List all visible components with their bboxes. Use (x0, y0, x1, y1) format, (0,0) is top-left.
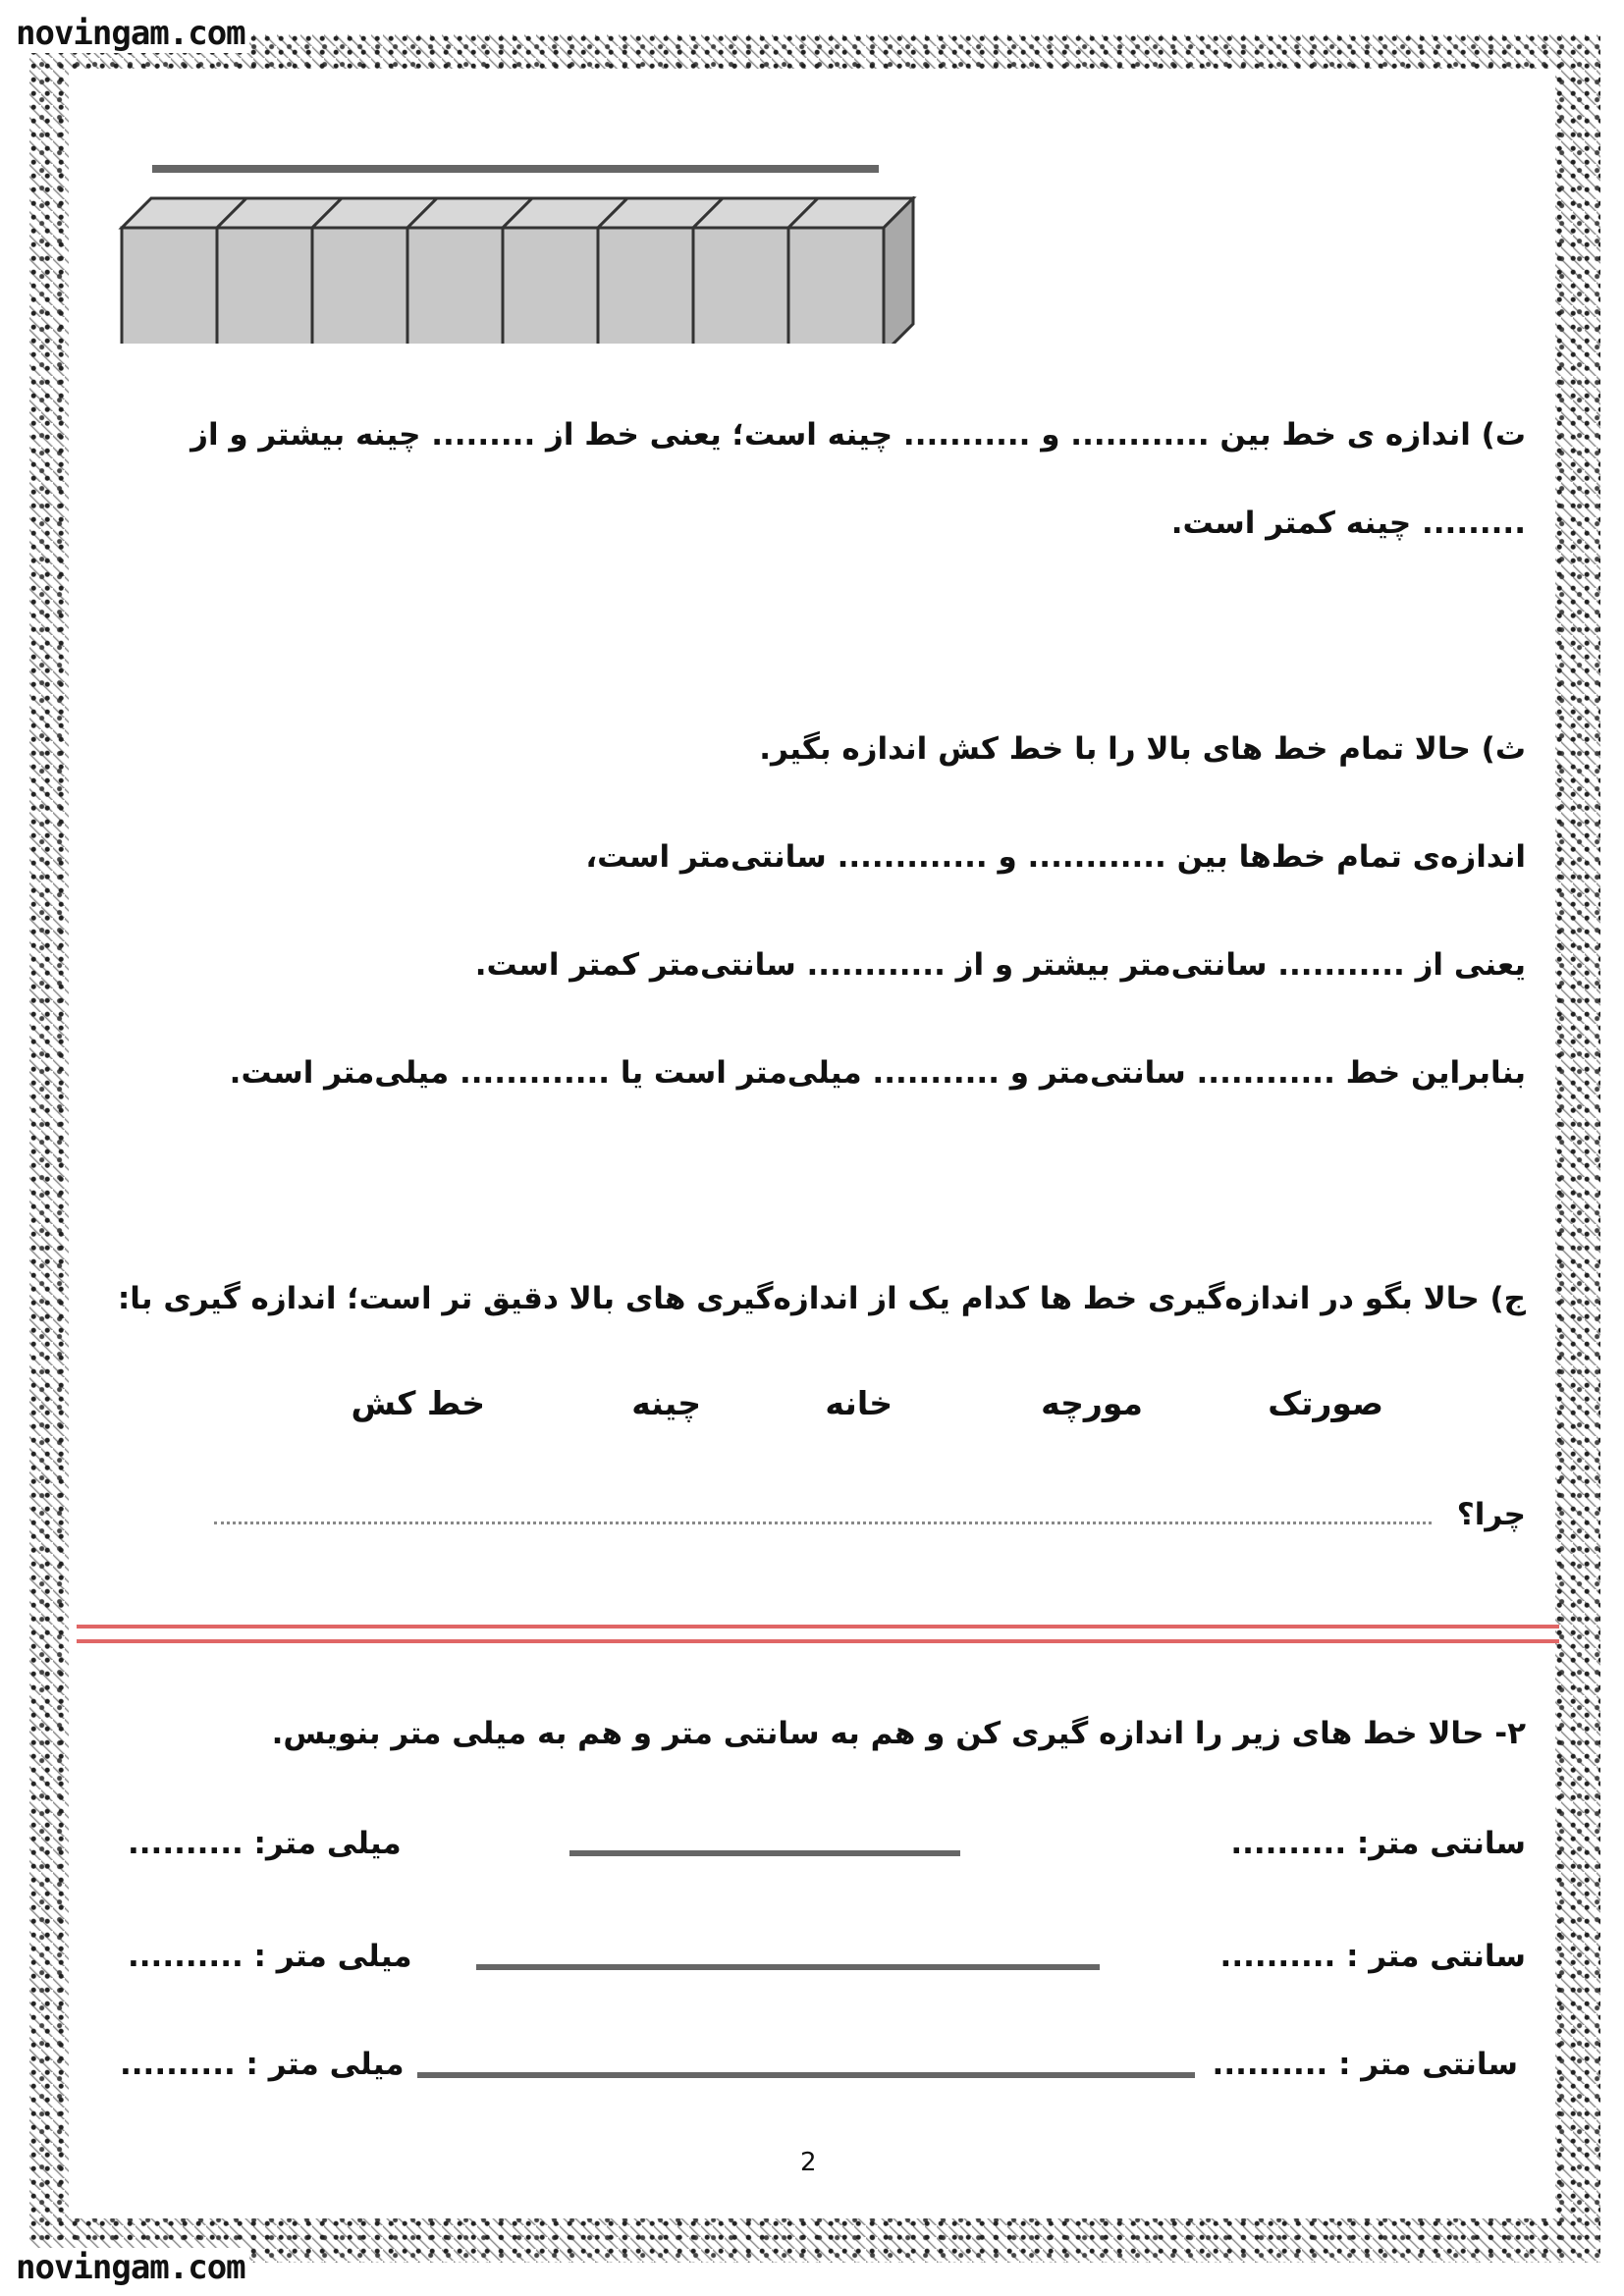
row3-cm-label: سانتی متر : .......... (1212, 2047, 1518, 2082)
option-ruler: خط کش (351, 1384, 485, 1422)
section-s-title: ث) حالا تمام خط های بالا را با خط کش اندازه بگیر. (759, 731, 1526, 767)
divider-top (77, 1625, 1559, 1629)
option-emoji: صورتک (1268, 1384, 1383, 1422)
why-answer-line[interactable] (214, 1522, 1432, 1524)
question2-title: ۲- حالا خط های زیر را اندازه گیری کن و هم به سانتی متر و هم به میلی متر بنویس. (271, 1716, 1526, 1751)
block-cube (788, 228, 884, 344)
row1-cm-label: سانتی متر: .......... (1230, 1826, 1526, 1861)
block-cube (598, 228, 693, 344)
row1-mm-label: میلی متر: .......... (128, 1826, 402, 1861)
row3-mm-label: میلی متر : .......... (120, 2047, 405, 2082)
row1-measure-line (569, 1850, 960, 1856)
row2-cm-label: سانتی متر : .......... (1219, 1939, 1526, 1974)
section-t-line1: ت) اندازه ی خط بین ............ و ........... چینه است؛ یعنی خط از ......... چینه بیشتر و از (190, 417, 1526, 453)
option-stack: چینه (631, 1384, 701, 1422)
stacked-blocks-illustration (118, 196, 923, 344)
divider-bottom (77, 1639, 1559, 1643)
reference-line (152, 165, 879, 173)
site-logo-top: novingam.com (12, 14, 249, 53)
block-cube (503, 228, 598, 344)
block-cube (693, 228, 788, 344)
why-label: چرا؟ (1456, 1497, 1526, 1532)
section-t-line2: ......... چینه کمتر است. (1170, 506, 1526, 541)
block-cube (122, 228, 217, 344)
section-j-title: ج) حالا بگو در اندازه‌گیری خط ها کدام یک از اندازه‌گیری های بالا دقیق تر است؛ اندازه گیری با: (117, 1281, 1526, 1316)
section-s-line2: یعنی از ........... سانتی‌متر بیشتر و از ............ سانتی‌متر کمتر است. (474, 947, 1526, 983)
page-number: 2 (800, 2148, 817, 2177)
option-cell: خانه (825, 1384, 893, 1422)
option-ant: مورچه (1041, 1384, 1143, 1422)
block-cube (312, 228, 407, 344)
row3-measure-line (417, 2072, 1195, 2078)
block-cube (217, 228, 312, 344)
section-s-line3: بنابراین خط ............ سانتی‌متر و ........... میلی‌متر است یا ............. میلی‌متر است. (229, 1055, 1526, 1091)
section-s-line1: اندازه‌ی تمام خط‌ها بین ............ و ............. سانتی‌متر است، (585, 839, 1526, 875)
row2-mm-label: میلی متر : .......... (128, 1939, 412, 1974)
page-area (69, 69, 1555, 2218)
site-logo-bottom: novingam.com (12, 2248, 249, 2287)
row2-measure-line (476, 1964, 1100, 1970)
block-cube (407, 228, 503, 344)
